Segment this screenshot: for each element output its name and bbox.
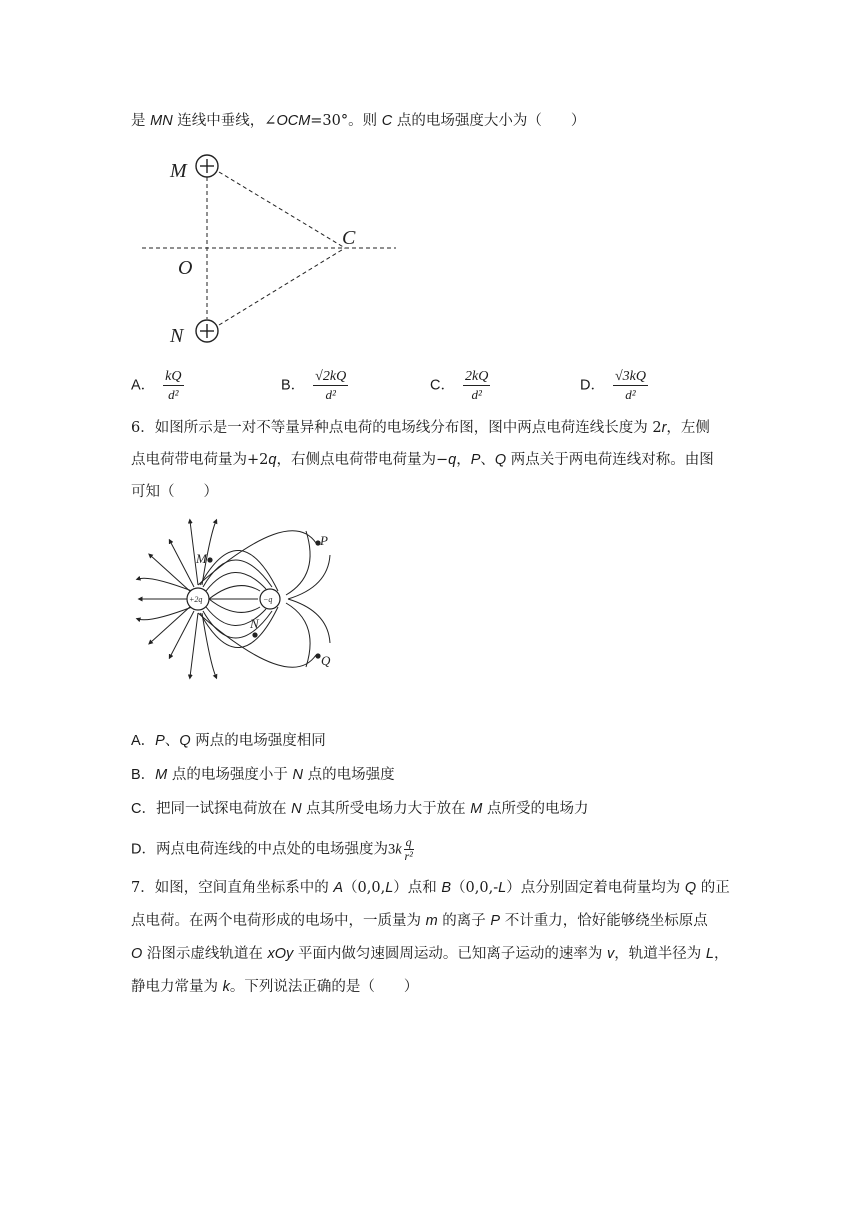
q6-stem-line-1: 6．如图所示是一对不等量异种点电荷的电场线分布图，图中两点电荷连线长度为 2r，左侧 (131, 420, 710, 436)
svg-text:+2q: +2q (189, 595, 203, 604)
label-o: O (178, 257, 193, 279)
charge-plus-2q-icon (187, 588, 209, 610)
q6-stem-line-3: 可知（ ） (131, 484, 218, 500)
q5-option-c[interactable]: C． $\frac{2kQ}{\text{d²}}$ (430, 369, 489, 402)
label-c: C (342, 227, 356, 249)
q5-option-b[interactable]: B． $\frac{√2kQ}{\text{d²}}$ (281, 369, 347, 402)
q7-stem-line-2: 点电荷。在两个电荷形成的电场中，一质量为 m 的离子 P 不计重力，恰好能够绕坐标原点 (131, 913, 708, 929)
svg-text:−q: −q (263, 595, 273, 604)
q6-stem-line-2: 点电荷带电荷量为+2q，右侧点电荷带电荷量为−q，P、Q 两点关于两电荷连线对称。由图 (131, 452, 714, 468)
label-n: N (170, 325, 184, 347)
mc-dashed-line (219, 172, 345, 248)
label-point-n: N (250, 616, 259, 631)
label-point-p: P (320, 533, 328, 548)
label-point-m: M (196, 551, 207, 566)
charge-n-icon (196, 320, 218, 342)
q6-option-d[interactable]: D．两点电荷连线的中点处的电场强度为3k $\frac{q}{\text{r²}}$ (131, 835, 413, 863)
label-m: M (170, 160, 187, 182)
q5-stem-line: 是 MN 连线中垂线，∠OCM=30°。则 C 点的电场强度大小为（ ） (131, 113, 586, 129)
q7-stem-line-4: 静电力常量为 k。下列说法正确的是（ ） (131, 979, 419, 995)
q7-stem-line-3: O 沿图示虚线轨道在 xOy 平面内做匀速圆周运动。已知离子运动的速率为 v，轨道半径为 L， (131, 946, 729, 962)
q6-option-c[interactable]: C．把同一试探电荷放在 N 点其所受电场力大于放在 M 点所受的电场力 (131, 801, 589, 817)
q7-stem-line-1: 7．如图，空间直角坐标系中的 A（0,0,L）点和 B（0,0,-L）点分别固定着电荷量均为 Q 的正 (131, 880, 730, 896)
charge-m-icon (196, 155, 218, 177)
q6-option-b[interactable]: B．M 点的电场强度小于 N 点的电场强度 (131, 767, 395, 783)
charge-minus-q-icon (260, 589, 280, 609)
q5-figure (130, 150, 410, 350)
q6-field-figure (130, 515, 370, 685)
nc-dashed-line (219, 248, 345, 325)
q5-option-d[interactable]: D． $\frac{√3kQ}{\text{d²}}$ (580, 369, 646, 402)
label-point-q: Q (321, 653, 331, 668)
q5-option-a[interactable]: A． $\frac{kQ}{\text{d²}}$ (131, 369, 182, 402)
q6-option-a[interactable]: A．P、Q 两点的电场强度相同 (131, 733, 326, 749)
